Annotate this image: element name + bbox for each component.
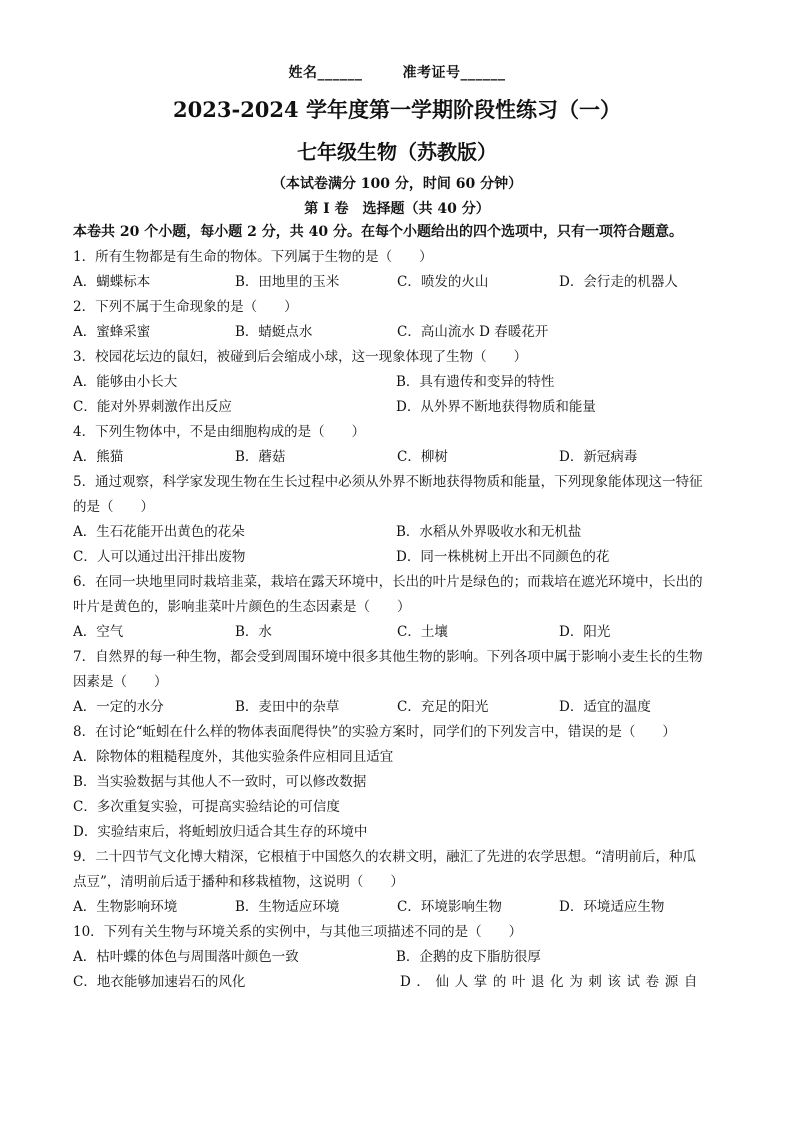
option-b[interactable]: B．水 bbox=[235, 624, 272, 640]
option-b[interactable]: B．企鹅的皮下脂肪很厚 bbox=[396, 949, 541, 965]
option-b[interactable]: B．麦田中的杂草 bbox=[235, 699, 340, 715]
question-stem-cont: 叶片是黄色的，影响韭菜叶片颜色的生态因素是（ ） bbox=[73, 599, 411, 615]
option-a[interactable]: A．熊猫 bbox=[73, 449, 124, 465]
options bbox=[73, 745, 723, 845]
question-4 bbox=[73, 420, 723, 470]
question-3 bbox=[73, 345, 723, 420]
question-stem: 7．自然界的每一种生物，都会受到周围环境中很多其他生物的影响。下列各项中属于影响小麦生长的生物 bbox=[73, 649, 703, 665]
option-d[interactable]: D．同一株桃树上开出不同颜色的花 bbox=[396, 549, 610, 565]
option-b[interactable]: B．当实验数据与其他人不一致时，可以修改数据 bbox=[73, 774, 367, 790]
option-b[interactable]: B．蘑菇 bbox=[235, 449, 286, 465]
options bbox=[73, 520, 723, 570]
option-a[interactable]: A．枯叶蝶的体色与周围落叶颜色一致 bbox=[73, 949, 299, 965]
option-a[interactable]: A．能够由小长大 bbox=[73, 374, 178, 390]
option-a[interactable]: A．生石花能开出黄色的花朵 bbox=[73, 524, 245, 540]
exam-subtitle: 七年级生物（苏教版） bbox=[297, 140, 497, 164]
exam-title: 2023-2024 学年度第一学期阶段性练习（一） bbox=[173, 97, 621, 122]
questions-area bbox=[73, 220, 723, 995]
option-b[interactable]: B．生物适应环境 bbox=[235, 899, 340, 915]
option-b[interactable]: B．蜻蜓点水 bbox=[235, 324, 313, 340]
question-stem: 9．二十四节气文化博大精深，它根植于中国悠久的农耕文明，融汇了先进的农学思想。“清明前后，种瓜 bbox=[73, 849, 696, 865]
option-a[interactable]: A．蝴蝶标本 bbox=[73, 274, 151, 290]
option-b[interactable]: B．田地里的玉米 bbox=[235, 274, 340, 290]
question-7 bbox=[73, 645, 723, 720]
option-d[interactable]: D．新冠病毒 bbox=[559, 449, 638, 465]
option-d[interactable]: D．适宜的温度 bbox=[559, 699, 651, 715]
exam-note: （本试卷满分 100 分，时间 60 分钟） bbox=[271, 176, 523, 192]
question-stem-cont: 因素是（ ） bbox=[73, 674, 168, 690]
option-a[interactable]: A．蜜蜂采蜜 bbox=[73, 324, 151, 340]
question-8 bbox=[73, 720, 723, 845]
question-stem: 2．下列不属于生命现象的是（ ） bbox=[73, 299, 298, 315]
exam-id-field[interactable]: 准考证号______ bbox=[402, 65, 506, 81]
question-stem: 10．下列有关生物与环境关系的实例中，与其他三项描述不同的是（ ） bbox=[73, 924, 523, 940]
option-c[interactable]: C．喷发的火山 bbox=[397, 274, 489, 290]
option-d[interactable]: D．实验结束后，将蚯蚓放归适合其生存的环境中 bbox=[73, 824, 368, 840]
question-stem: 1．所有生物都是有生命的物体。下列属于生物的是（ ） bbox=[73, 249, 433, 265]
name-field[interactable]: 姓名______ bbox=[288, 65, 363, 81]
student-info-line bbox=[0, 62, 794, 82]
option-d[interactable]: D．环境适应生物 bbox=[559, 899, 665, 915]
question-stem: 8．在讨论“蚯蚓在什么样的物体表面爬得快”的实验方案时，同学们的下列发言中，错误的是（ ） bbox=[73, 724, 676, 740]
option-c[interactable]: C．土壤 bbox=[397, 624, 448, 640]
option-d[interactable]: D．从外界不断地获得物质和能量 bbox=[396, 399, 596, 415]
option-a[interactable]: A．除物体的粗糙程度外，其他实验条件应相同且适宜 bbox=[73, 749, 394, 765]
question-stem-cont: 的是（ ） bbox=[73, 499, 154, 515]
instructions: 本卷共 20 个小题，每小题 2 分，共 40 分。在每个小题给出的四个选项中，只有一项符合题意。 bbox=[73, 224, 683, 240]
options bbox=[73, 370, 723, 420]
option-c[interactable]: C．多次重复实验，可提高实验结论的可信度 bbox=[73, 799, 340, 815]
options bbox=[73, 695, 723, 720]
option-d[interactable]: D．会行走的机器人 bbox=[559, 274, 678, 290]
option-a[interactable]: A．生物影响环境 bbox=[73, 899, 178, 915]
option-c[interactable]: C．地衣能够加速岩石的风化 bbox=[73, 974, 246, 990]
section-heading: 第 I 卷 选择题（共 40 分） bbox=[304, 201, 490, 217]
options bbox=[73, 445, 723, 470]
options bbox=[73, 895, 723, 920]
question-2 bbox=[73, 295, 723, 345]
option-b[interactable]: B．具有遗传和变异的特性 bbox=[396, 374, 555, 390]
question-stem-cont: 点豆”，清明前后适于播种和移栽植物，这说明（ ） bbox=[73, 874, 404, 890]
options bbox=[73, 620, 723, 645]
option-c[interactable]: C．人可以通过出汗排出废物 bbox=[73, 549, 246, 565]
option-d[interactable]: D．仙人掌的叶退化为刺该试卷源自 bbox=[400, 974, 703, 990]
option-c[interactable]: C．柳树 bbox=[397, 449, 448, 465]
options bbox=[73, 270, 723, 295]
option-c-d[interactable]: C．高山流水 D 春暖花开 bbox=[397, 324, 549, 340]
option-a[interactable]: A．一定的水分 bbox=[73, 699, 164, 715]
question-5 bbox=[73, 470, 723, 570]
question-stem: 6．在同一块地里同时栽培韭菜，栽培在露天环境中，长出的叶片是绿色的；而栽培在遮光环境中，长出的 bbox=[73, 574, 703, 590]
options bbox=[73, 945, 723, 995]
option-d[interactable]: D．阳光 bbox=[559, 624, 611, 640]
option-c[interactable]: C．充足的阳光 bbox=[397, 699, 489, 715]
question-6 bbox=[73, 570, 723, 645]
question-1 bbox=[73, 245, 723, 295]
option-a[interactable]: A．空气 bbox=[73, 624, 124, 640]
option-c[interactable]: C．能对外界刺激作出反应 bbox=[73, 399, 232, 415]
option-b[interactable]: B．水稻从外界吸收水和无机盐 bbox=[396, 524, 582, 540]
question-9 bbox=[73, 845, 723, 920]
question-stem: 3．校园花坛边的鼠妇，被碰到后会缩成小球，这一现象体现了生物（ ） bbox=[73, 349, 528, 365]
question-stem: 5．通过观察，科学家发现生物在生长过程中必须从外界不断地获得物质和能量，下列现象能体现这一特征 bbox=[73, 474, 703, 490]
question-10 bbox=[73, 920, 723, 995]
option-c[interactable]: C．环境影响生物 bbox=[397, 899, 502, 915]
question-stem: 4．下列生物体中，不是由细胞构成的是（ ） bbox=[73, 424, 366, 440]
options bbox=[73, 320, 723, 345]
